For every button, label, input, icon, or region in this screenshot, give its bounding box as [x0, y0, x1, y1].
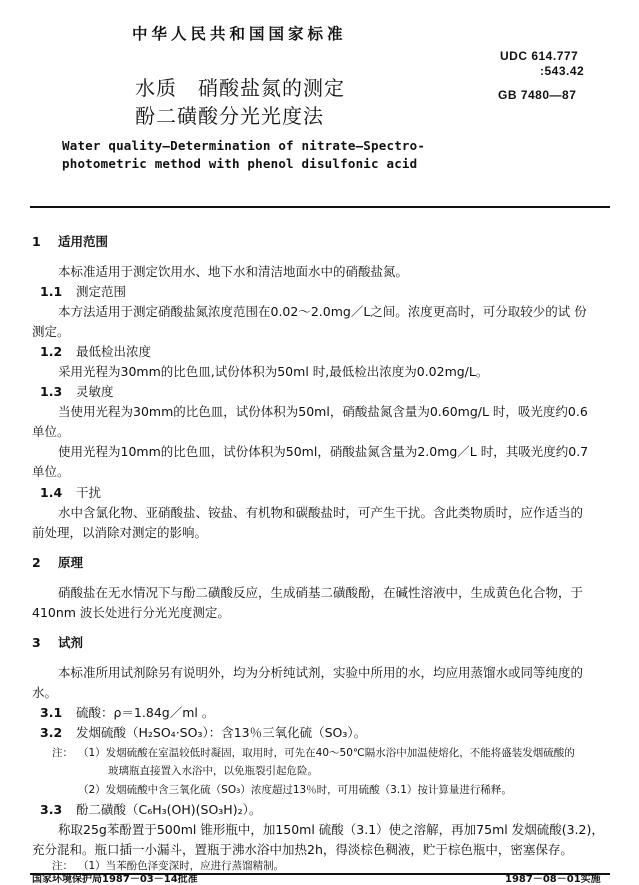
title-line-1: 水质 硝酸盐氮的测定: [135, 76, 345, 100]
subsection-1-3-heading: [40, 382, 114, 400]
subsection-1-1-heading: [40, 282, 126, 300]
standard-number: GB 7480—87: [498, 88, 577, 102]
paragraph-cont: 410nm 波长处进行分光光度测定。: [32, 605, 230, 620]
subsection-text: 发烟硫酸（H₂SO₄·SO₃）：含13％三氧化硫（SO₃）。: [76, 725, 367, 740]
paragraph: 本方法适用于测定硝酸盐氮浓度范围在0.02～2.0mg／L之间。浓度更高时，可分取较少的试 份: [58, 304, 587, 319]
udc-number: UDC 614.777: [500, 49, 579, 63]
header-divider: [30, 206, 610, 208]
paragraph: 水中含氯化物、亚硝酸盐、铵盐、有机物和碳酸盐时，可产生干扰。含此类物质时，应作适当的: [58, 505, 584, 520]
subsection-1-4-heading: [40, 483, 101, 501]
title-line-2: 酚二磺酸分光光度法: [135, 104, 324, 128]
subsection-number: 3.2: [40, 725, 63, 740]
section-title: 原理: [58, 555, 84, 570]
paragraph: 使用光程为10mm的比色皿，试份体积为50ml，硝酸盐氮含量为2.0mg／L 时，其吸光度约0.7: [58, 444, 589, 459]
issuing-authority: 中华人民共和国国家标准: [132, 25, 347, 43]
paragraph: 硝酸盐在无水情况下与酚二磺酸反应，生成硝基二磺酸酚，在碱性溶液中，生成黄色化合物，于: [58, 585, 584, 600]
note-label: 注：: [52, 860, 73, 872]
subsection-3-3: [40, 800, 261, 818]
section-number: 1: [32, 234, 41, 249]
section-1-heading: [32, 232, 108, 250]
paragraph-cont: 前处理，以消除对测定的影响。: [32, 525, 208, 540]
subsection-text: 酚二磺酸（C₆H₃(OH)(SO₃H)₂）。: [76, 802, 262, 817]
note-item-2: （2）发烟硫酸中含三氧化硫（SO₃）浓度超过13％时，可用硫酸（3.1）按计算量进行稀释。: [78, 784, 512, 796]
note-item-1: （1）发烟硫酸在室温较低时凝固，取用时，可先在40～50℃隔水浴中加温使熔化，不能将盛装发烟硫酸的: [78, 747, 575, 759]
paragraph-cont: 单位。: [32, 464, 70, 479]
subsection-3-2: [40, 723, 366, 741]
english-title-line-1: Water quality—Determination of nitrate—Spectro-: [62, 138, 426, 153]
subsection-number: 3.3: [40, 802, 63, 817]
subsection-title: 灵敏度: [76, 384, 114, 399]
section-number: 2: [32, 555, 41, 570]
subsection-3-1: [40, 703, 214, 721]
paragraph-cont: 单位。: [32, 424, 70, 439]
paragraph: 本标准所用试剂除另有说明外，均为分析纯试剂，实验中所用的水，均应用蒸馏水或同等纯度的: [58, 665, 584, 680]
subsection-title: 测定范围: [76, 284, 127, 299]
subsection-number: 1.1: [40, 284, 63, 299]
subsection-number: 3.1: [40, 705, 63, 720]
subsection-1-2-heading: [40, 342, 151, 360]
paragraph: 本标准适用于测定饮用水、地下水和清洁地面水中的硝酸盐氮。: [58, 264, 409, 279]
note-label: 注：: [52, 747, 73, 759]
paragraph-cont: 水。: [32, 685, 58, 700]
subsection-title: 最低检出浓度: [76, 344, 152, 359]
note-item-1-cont: 玻璃瓶直接置入水浴中，以免瓶裂引起危险。: [108, 765, 318, 777]
subsection-text: 硫酸：ρ＝1.84g／ml 。: [76, 705, 215, 720]
paragraph-cont: 充分混和。瓶口插一小漏斗，置瓶于沸水浴中加热2h，得淡棕色稠液，贮于棕色瓶中，密塞保存。: [32, 842, 573, 857]
paragraph: 当使用光程为30mm的比色皿，试份体积为50ml，硝酸盐氮含量为0.60mg/L 时，吸光度约0.6: [58, 404, 588, 419]
paragraph-cont: 测定。: [32, 324, 70, 339]
section-number: 3: [32, 635, 41, 650]
approval-date: 国家环境保护局1987－03－14批准: [32, 874, 198, 885]
section-title: 试剂: [58, 635, 84, 650]
implementation-date: 1987－08－01实施: [505, 874, 601, 885]
paragraph: 采用光程为30mm的比色皿,试份体积为50ml 时,最低检出浓度为0.02mg/L。: [58, 364, 489, 379]
udc-number-cont: :543.42: [540, 64, 585, 78]
section-3-heading: [32, 633, 83, 651]
note-item-1: （1）当苯酚色泽变深时，应进行蒸馏精制。: [78, 860, 285, 872]
subsection-title: 干扰: [76, 485, 102, 500]
english-title-line-2: photometric method with phenol disulfonic acid: [62, 156, 418, 171]
paragraph: 称取25g苯酚置于500ml 锥形瓶中，加150ml 硫酸（3.1）使之溶解，再加75ml 发烟硫酸(3.2)，: [58, 822, 604, 837]
subsection-number: 1.2: [40, 344, 63, 359]
section-title: 适用范围: [58, 234, 109, 249]
subsection-number: 1.3: [40, 384, 63, 399]
subsection-number: 1.4: [40, 485, 63, 500]
section-2-heading: [32, 553, 83, 571]
